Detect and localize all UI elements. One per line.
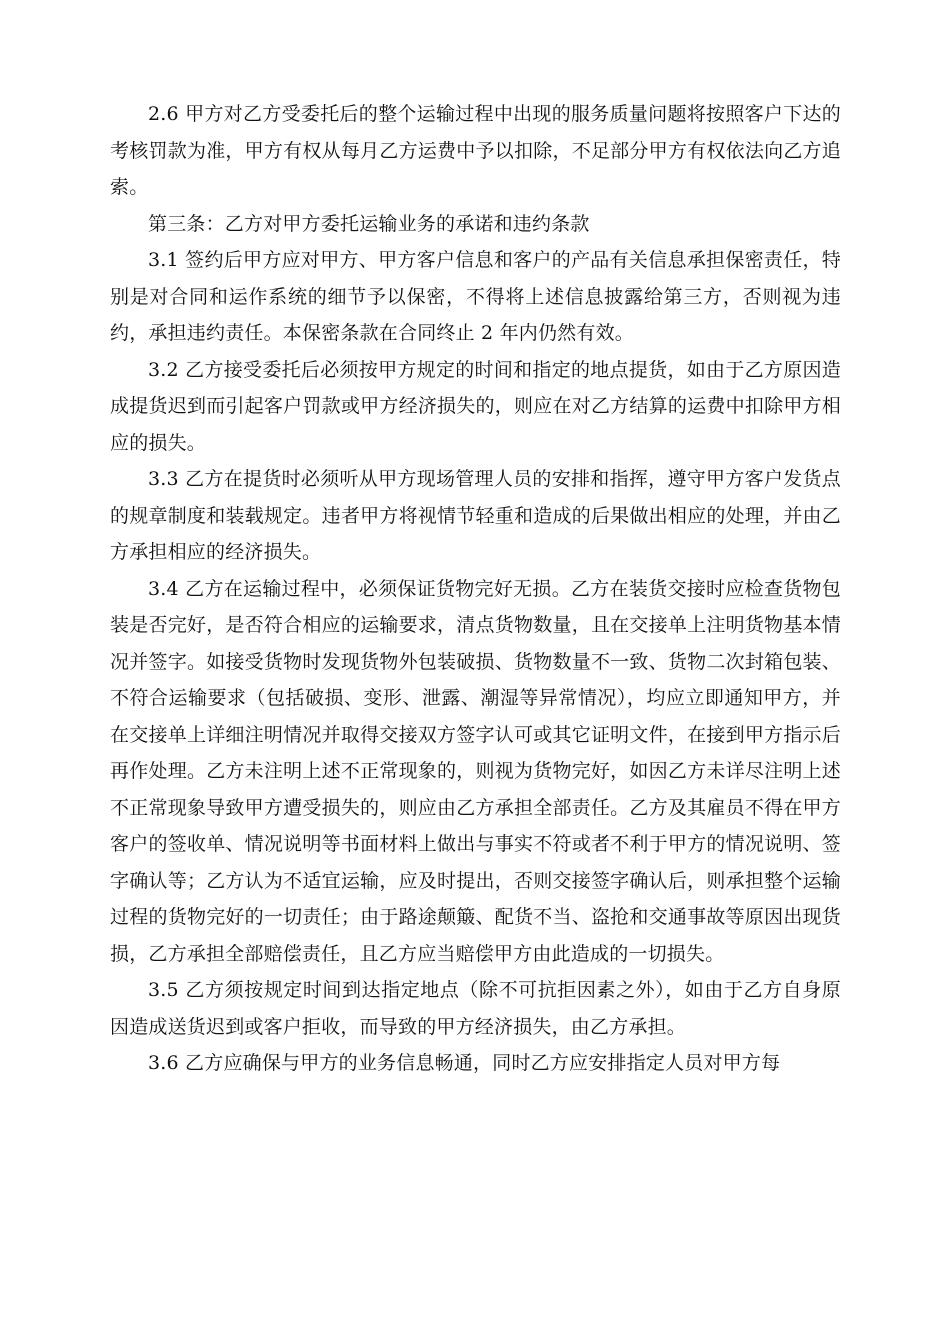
clause-3-4-paragraph: 3.4 乙方在运输过程中，必须保证货物完好无损。乙方在装货交接时应检查货物包装是否完好，是否符合相应的运输要求，清点货物数量，且在交接单上注明货物基本情况并签字。如接受货物时发现货物外包装破损、货物数量不一致、货物二次封箱包装、不符合运输要求（包括破损、变形、泄露、潮湿等异常情况），均应立即通知甲方，并在交接单上详细注明情况并取得交接双方签字认可或其它证明文件，在接到甲方指示后再作处理。乙方未注明上述不正常现象的，则视为货物完好，如因乙方未详尽注明上述不正常现象导致甲方遭受损失的，则应由乙方承担全部责任。乙方及其雇员不得在甲方客户的签收单、情况说明等书面材料上做出与事实不符或者不利于甲方的情况说明、签字确认等；乙方认为不适宜运输，应及时提出，否则交接签字确认后，则承担整个运输过程的货物完好的一切责任；由于路途颠簸、配货不当、盗抢和交通事故等原因出现货损，乙方承担全部赔偿责任，且乙方应当赔偿甲方由此造成的一切损失。 bbox=[110, 577, 841, 965]
clause-2-6-paragraph: 2.6 甲方对乙方受委托后的整个运输过程中出现的服务质量问题将按照客户下达的考核罚款为准，甲方有权从每月乙方运费中予以扣除，不足部分甲方有权依法向乙方追索。 bbox=[110, 103, 841, 198]
clause-3-1-paragraph: 3.1 签约后甲方应对甲方、甲方客户信息和客户的产品有关信息承担保密责任，特别是对合同和运作系统的细节予以保密，不得将上述信息披露给第三方，否则视为违约，承担违约责任。本保密条款在合同终止 2 年内仍然有效。 bbox=[110, 249, 841, 344]
article-3-heading: 第三条：乙方对甲方委托运输业务的承诺和违约条款 bbox=[148, 212, 590, 235]
clause-3-2-paragraph: 3.2 乙方接受委托后必须按甲方规定的时间和指定的地点提货，如由于乙方原因造成提货迟到而引起客户罚款或甲方经济损失的，则应在对乙方结算的运费中扣除甲方相应的损失。 bbox=[110, 358, 841, 454]
clause-3-3-paragraph: 3.3 乙方在提货时必须听从甲方现场管理人员的安排和指挥，遵守甲方客户发货点的规章制度和装载规定。违者甲方将视情节轻重和造成的后果做出相应的处理，并由乙方承担相应的经济损失。 bbox=[110, 468, 841, 563]
clause-3-6-paragraph: 3.6 乙方应确保与甲方的业务信息畅通，同时乙方应安排指定人员对甲方每 bbox=[148, 1052, 781, 1074]
document-page bbox=[110, 96, 841, 1082]
clause-3-5-paragraph: 3.5 乙方须按规定时间到达指定地点（除不可抗拒因素之外），如由于乙方自身原因造成送货迟到或客户拒收，而导致的甲方经济损失，由乙方承担。 bbox=[110, 979, 841, 1038]
